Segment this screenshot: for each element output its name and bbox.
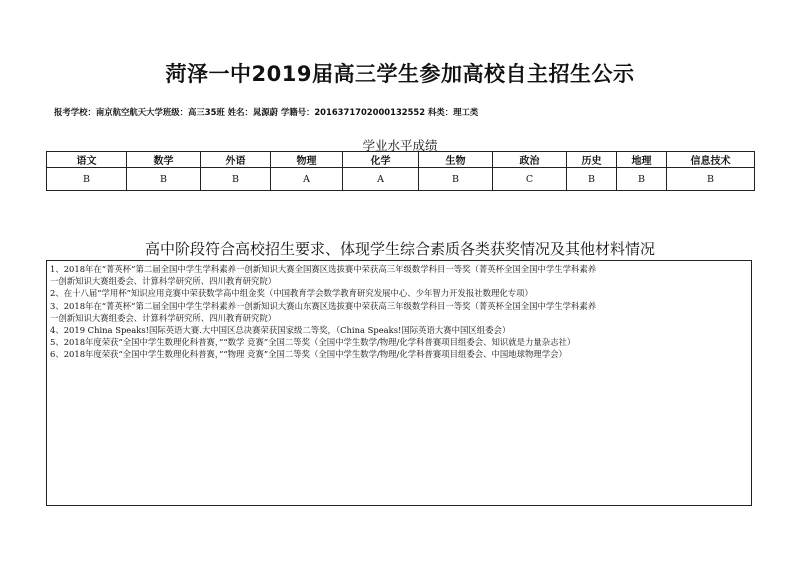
subject-header: 数学 [127, 152, 201, 168]
award-line: 一创新知识大赛组委会、计算科学研究所、四川教育研究院） [50, 276, 277, 287]
award-line: 1、2018年在“菁英杯”第二届全国中学生学科素养一创新知识大赛全国赛区选拔赛中荣获高三年级数学科目一等奖（菁英杯全国全国中学生学科素养 [50, 264, 597, 274]
page-title: 菏泽一中2019届高三学生参加高校自主招生公示 [165, 62, 635, 86]
grades-value-row [47, 168, 755, 191]
award-line: 一创新知识大赛组委会、计算科学研究所、四川教育研究院） [50, 312, 277, 323]
subject-header: 语文 [47, 152, 127, 168]
grade-cell: B [419, 168, 493, 191]
grade-cell: C [493, 168, 567, 191]
award-line: 3、2018年在“菁英杯”第二届全国中学生学科素养一创新知识大赛山东赛区选拔赛中荣获高三年级数学科目一等奖（菁英杯全国全国中学生学科素养 [50, 300, 597, 311]
subject-header: 政治 [493, 152, 567, 168]
subject-header: 生物 [419, 152, 493, 168]
grades-table [46, 151, 755, 191]
grade-cell: A [271, 168, 343, 191]
awards-box [46, 260, 752, 506]
grade-cell: B [667, 168, 755, 191]
subject-header: 历史 [567, 152, 617, 168]
grades-section-title: 学业水平成绩 [362, 138, 438, 153]
grade-cell: B [127, 168, 201, 191]
grade-cell: A [343, 168, 419, 191]
grade-cell: B [617, 168, 667, 191]
subject-header: 外语 [201, 152, 271, 168]
subject-header: 化学 [343, 152, 419, 168]
subject-header: 地理 [617, 152, 667, 168]
student-info-line: 报考学校：南京航空航天大学班级：高三35班 姓名：晁源蔚 学籍号：2016371702000132552 科类：理工类 [54, 107, 479, 117]
award-line: 6、2018年度荣获“全国中学生数理化科普赛，”“物理 竞赛”全国二等奖（全国中学生数学/物理/化学科普赛项目组委会、中国地球物理学会） [50, 349, 567, 360]
awards-section-title: 高中阶段符合高校招生要求、体现学生综合素质各类获奖情况及其他材料情况 [144, 240, 655, 258]
grade-cell: B [201, 168, 271, 191]
award-line: 4、2019 China Speaks!国际英语大赛.大中国区总决赛荣获国家级二等奖，（China Speaks!国际英语大赛中国区组委会） [50, 325, 511, 336]
grade-cell: B [567, 168, 617, 191]
award-line: 5、2018年度荣获“全国中学生数理化科普赛，”“数学 竞赛”全国二等奖（全国中学生数学/物理/化学科普赛项目组委会、知识就是力量杂志社） [50, 337, 576, 348]
subject-header: 信息技术 [667, 152, 755, 168]
grades-header-row [47, 152, 755, 168]
grade-cell: B [47, 168, 127, 191]
award-line: 2、在十八届“学用杯”知识应用竞赛中荣获数学高中组金奖（中国教育学会数学教育研究发展中心、少年智力开发报社数理化专项） [50, 288, 533, 299]
subject-header: 物理 [271, 152, 343, 168]
